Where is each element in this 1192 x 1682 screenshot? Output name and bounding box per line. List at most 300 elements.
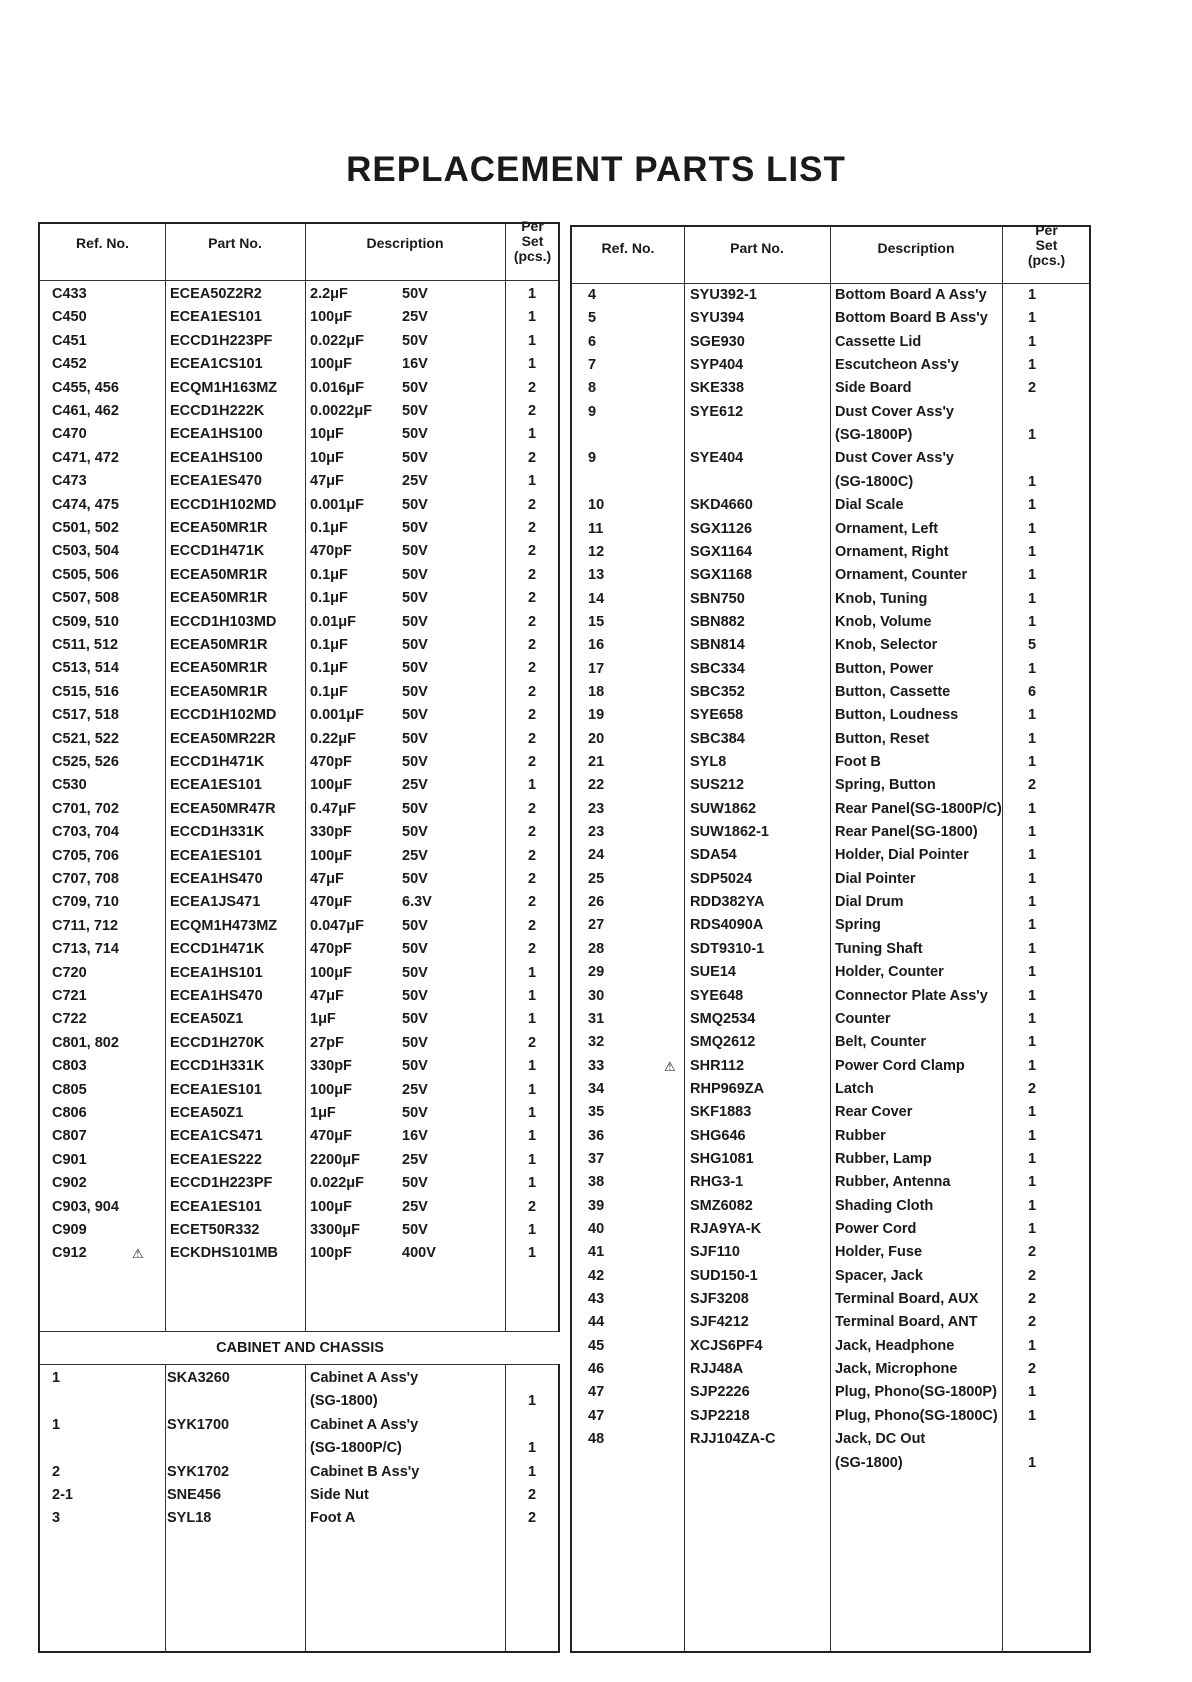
description: Bottom Board B Ass'y <box>835 310 988 327</box>
ref-no: 44 <box>588 1314 605 1331</box>
part-no: ECCD1H102MD <box>170 496 277 513</box>
table-row <box>572 517 1089 542</box>
capacitance-value: 10μF <box>310 449 344 466</box>
part-no: SHR112 <box>690 1057 745 1074</box>
quantity: 1 <box>528 286 537 302</box>
description: Belt, Counter <box>835 1034 927 1051</box>
quantity: 2 <box>1028 1080 1037 1097</box>
description: Escutcheon Ass'y <box>835 357 959 374</box>
description: Ornament, Counter <box>835 567 968 584</box>
table-row <box>40 1148 558 1173</box>
ref-no: 23 <box>588 824 605 841</box>
quantity: 1 <box>1028 590 1037 607</box>
description: Foot A <box>310 1510 356 1527</box>
capacitance-value: 100μF <box>310 847 352 864</box>
header-qty-line1: Per <box>1035 222 1058 238</box>
ref-no: C801, 802 <box>52 1034 119 1051</box>
description: Plug, Phono(SG-1800C) <box>835 1407 998 1424</box>
quantity: 6 <box>1028 683 1037 700</box>
table-row <box>572 1264 1089 1289</box>
voltage-rating: 25V <box>402 847 428 864</box>
voltage-rating: 50V <box>402 917 428 934</box>
page-title: REPLACEMENT PARTS LIST <box>346 150 846 189</box>
quantity: 1 <box>1028 497 1037 514</box>
ref-no: 9 <box>588 450 597 467</box>
quantity: 2 <box>1028 380 1037 397</box>
ref-no: 20 <box>588 730 605 747</box>
part-no: SUW1862 <box>690 800 757 817</box>
quantity: 1 <box>528 426 537 443</box>
part-no: SYK1702 <box>167 1463 230 1480</box>
quantity: 2 <box>528 800 537 817</box>
ref-no: C705, 706 <box>52 847 119 864</box>
part-no: ECEA1ES101 <box>170 1198 262 1215</box>
quantity: 2 <box>528 1034 537 1051</box>
table-row <box>40 282 558 307</box>
description: Jack, Microphone <box>835 1361 958 1378</box>
description: Rear Panel(SG-1800) <box>835 824 978 841</box>
voltage-rating: 25V <box>402 1081 428 1098</box>
quantity: 2 <box>1028 1291 1037 1308</box>
table-row <box>572 937 1089 962</box>
table-row <box>40 1124 558 1149</box>
table-row <box>40 446 558 471</box>
capacitance-value: 27pF <box>310 1034 344 1051</box>
table-row <box>572 1124 1089 1149</box>
part-no: SYL8 <box>690 754 727 770</box>
ref-no: C902 <box>52 1175 87 1192</box>
table-row <box>40 1436 558 1461</box>
ref-no: 28 <box>588 940 605 957</box>
part-no: ECKDHS101MB <box>170 1245 278 1262</box>
table-row <box>40 890 558 915</box>
table-row <box>40 727 558 752</box>
part-no: ECEA1HS101 <box>170 964 263 981</box>
table-row <box>40 610 558 635</box>
description: Jack, Headphone <box>835 1337 955 1354</box>
capacitance-value: 2200μF <box>310 1151 360 1168</box>
part-no: ECEA1CS471 <box>170 1128 263 1145</box>
quantity: 1 <box>1028 1010 1037 1027</box>
capacitance-value: 0.0022μF <box>310 403 373 419</box>
capacitance-value: 100pF <box>310 1245 352 1262</box>
description: Dust Cover Ass'y <box>835 450 954 467</box>
part-no: ECEA50MR1R <box>170 566 268 583</box>
quantity: 2 <box>1028 1244 1037 1261</box>
part-no: ECEA50MR1R <box>170 520 268 536</box>
ref-no: 27 <box>588 917 605 934</box>
ref-no: C707, 708 <box>52 871 119 887</box>
ref-no: C517, 518 <box>52 707 119 724</box>
part-no: RDS4090A <box>690 917 764 934</box>
part-no: RDD382YA <box>690 894 765 911</box>
quantity: 1 <box>1028 1384 1037 1401</box>
part-no: ECEA1ES101 <box>170 847 262 864</box>
part-no: RJA9YA-K <box>690 1221 762 1237</box>
table-row <box>40 820 558 845</box>
quantity: 1 <box>528 1463 537 1480</box>
table-row <box>40 1389 558 1414</box>
table-row <box>40 1460 558 1485</box>
voltage-rating: 25V <box>402 1198 428 1215</box>
description: Knob, Volume <box>835 613 932 630</box>
table-row <box>572 306 1089 331</box>
part-no: RHG3-1 <box>690 1174 744 1191</box>
capacitance-value: 100μF <box>310 1198 352 1215</box>
ref-no: C903, 904 <box>52 1198 119 1215</box>
ref-no: C513, 514 <box>52 660 119 677</box>
description: Button, Reset <box>835 730 930 747</box>
quantity: 2 <box>528 590 537 607</box>
quantity: 1 <box>1028 1407 1037 1424</box>
table-row <box>572 703 1089 728</box>
description: Cassette Lid <box>835 333 922 350</box>
ref-no: 11 <box>588 520 604 537</box>
ref-no: 18 <box>588 683 605 700</box>
table-row <box>572 657 1089 682</box>
table-row <box>572 423 1089 448</box>
quantity: 2 <box>528 637 537 653</box>
table-row <box>40 493 558 518</box>
part-no: ECEA1ES101 <box>170 777 262 794</box>
ref-no: 24 <box>588 847 605 864</box>
ref-no: C711, 712 <box>52 917 119 934</box>
quantity: 1 <box>1028 357 1037 374</box>
part-no: ECEA50MR47R <box>170 800 276 817</box>
part-no: SJF3208 <box>690 1291 749 1308</box>
table-row <box>572 1170 1089 1195</box>
table-row <box>572 1054 1089 1079</box>
quantity: 2 <box>528 894 537 911</box>
table-row <box>572 1310 1089 1335</box>
quantity: 2 <box>528 543 537 560</box>
part-no: SBN750 <box>690 590 745 607</box>
description: Bottom Board A Ass'y <box>835 287 987 303</box>
ref-no: 41 <box>588 1244 605 1261</box>
part-no: SJF4212 <box>690 1314 749 1331</box>
table-row <box>40 376 558 401</box>
table-row <box>572 330 1089 355</box>
part-no: SJF110 <box>690 1244 740 1261</box>
table-row <box>572 680 1089 705</box>
table-row <box>40 1031 558 1056</box>
voltage-rating: 25V <box>402 1151 428 1168</box>
description: Cabinet B Ass'y <box>310 1463 420 1480</box>
capacitance-value: 100μF <box>310 964 352 981</box>
quantity: 2 <box>528 379 537 396</box>
table-row <box>40 961 558 986</box>
header-qty-line3: (pcs.) <box>1027 252 1066 268</box>
quantity: 2 <box>1028 1314 1037 1331</box>
table-row <box>572 890 1089 915</box>
table-row <box>572 913 1089 938</box>
capacitance-value: 3300μF <box>310 1222 360 1238</box>
part-no: ECEA1HS100 <box>170 426 263 443</box>
voltage-rating: 25V <box>402 309 428 326</box>
table-row <box>572 727 1089 752</box>
voltage-rating: 50V <box>402 496 428 513</box>
table-row <box>572 446 1089 471</box>
table-row <box>572 1147 1089 1172</box>
part-no: SGX1168 <box>690 567 753 584</box>
table-row <box>40 329 558 354</box>
part-no: ECCD1H471K <box>170 543 265 560</box>
part-no: SJP2218 <box>690 1407 750 1424</box>
quantity: 2 <box>528 449 537 466</box>
ref-no: 32 <box>588 1034 605 1051</box>
ref-no: C521, 522 <box>52 730 119 747</box>
table-row <box>40 844 558 869</box>
table-row <box>572 400 1089 425</box>
table-row <box>572 843 1089 868</box>
ref-no: C912 <box>52 1245 87 1262</box>
table-row <box>40 1413 558 1438</box>
description: Tuning Shaft <box>835 940 923 957</box>
ref-no: 3 <box>52 1510 61 1527</box>
ref-no: 1 <box>52 1370 61 1386</box>
ref-no: 1 <box>52 1416 61 1433</box>
capacitance-value: 1μF <box>310 1011 336 1028</box>
ref-no: C450 <box>52 309 87 326</box>
quantity: 1 <box>1028 660 1037 677</box>
part-no: SKA3260 <box>167 1370 230 1386</box>
ref-no: 2-1 <box>52 1487 73 1503</box>
table-row <box>572 1240 1089 1265</box>
ref-no: C433 <box>52 286 87 302</box>
capacitance-value: 10μF <box>310 426 344 443</box>
quantity: 1 <box>1028 1057 1037 1074</box>
ref-no: C909 <box>52 1222 87 1238</box>
header-ref-no: Ref. No. <box>601 240 655 256</box>
ref-no: C805 <box>52 1081 87 1098</box>
description: Power Cord Clamp <box>835 1057 965 1074</box>
table-row <box>40 422 558 447</box>
part-no: ECCD1H331K <box>170 1058 265 1075</box>
header-description: Description <box>366 235 444 251</box>
part-no: SDT9310-1 <box>690 940 765 957</box>
ref-no: C501, 502 <box>52 520 119 536</box>
quantity: 1 <box>1028 1197 1037 1214</box>
description: Jack, DC Out <box>835 1431 926 1448</box>
description: Side Board <box>835 380 912 397</box>
voltage-rating: 50V <box>402 520 428 536</box>
quantity: 1 <box>1028 754 1037 770</box>
part-no: ECEA1ES101 <box>170 1081 262 1098</box>
part-no: ECCD1H103MD <box>170 613 277 630</box>
capacitance-value: 100μF <box>310 356 352 373</box>
description: Foot B <box>835 754 881 770</box>
ref-no: 47 <box>588 1384 605 1401</box>
description: Holder, Counter <box>835 964 944 981</box>
table-row <box>572 376 1089 401</box>
header-qty-line1: Per <box>521 218 544 234</box>
ref-no: 2 <box>52 1463 61 1480</box>
part-no: ECEA50MR1R <box>170 683 268 700</box>
quantity: 1 <box>528 1175 537 1192</box>
part-no: SYK1700 <box>167 1416 230 1433</box>
ref-no: 15 <box>588 613 605 630</box>
table-row <box>572 470 1089 495</box>
quantity: 1 <box>528 964 537 981</box>
table-row <box>572 1427 1089 1452</box>
quantity: 1 <box>1028 567 1037 584</box>
capacitance-value: 0.1μF <box>310 566 348 583</box>
ref-no: 31 <box>588 1010 605 1027</box>
part-no: SBC334 <box>690 660 745 677</box>
table-row <box>572 1100 1089 1125</box>
part-no: SYE404 <box>690 450 744 467</box>
voltage-rating: 25V <box>402 473 428 490</box>
quantity: 1 <box>1028 1174 1037 1191</box>
description: (SG-1800) <box>310 1393 378 1410</box>
table-row <box>40 1366 558 1391</box>
part-no: SUE14 <box>690 964 736 981</box>
part-no: ECQM1H163MZ <box>170 379 278 396</box>
description: Knob, Selector <box>835 637 938 654</box>
description: Shading Cloth <box>835 1197 934 1214</box>
part-no: ECEA1HS470 <box>170 871 263 887</box>
quantity: 5 <box>1028 637 1037 654</box>
ref-no: C721 <box>52 988 87 1004</box>
part-no: SYE648 <box>690 987 744 1004</box>
description: Plug, Phono(SG-1800P) <box>835 1384 997 1401</box>
ref-no: 48 <box>588 1431 605 1448</box>
table-row <box>572 1007 1089 1032</box>
voltage-rating: 50V <box>402 707 428 724</box>
part-no: SGX1164 <box>690 543 753 560</box>
voltage-rating: 16V <box>402 1128 428 1145</box>
quantity: 1 <box>1028 940 1037 957</box>
part-no: SBC384 <box>690 730 745 747</box>
capacitance-value: 0.047μF <box>310 917 365 934</box>
part-no: SMQ2612 <box>690 1034 756 1051</box>
table-row <box>572 820 1089 845</box>
voltage-rating: 50V <box>402 1034 428 1051</box>
part-no: SYE612 <box>690 403 744 420</box>
part-no: ECQM1H473MZ <box>170 917 278 934</box>
table-row <box>40 914 558 939</box>
voltage-rating: 50V <box>402 1058 428 1075</box>
ref-no: 43 <box>588 1291 605 1308</box>
capacitance-value: 47μF <box>310 871 344 887</box>
capacitance-value: 0.47μF <box>310 800 356 817</box>
table-row <box>40 305 558 330</box>
table-row <box>572 1357 1089 1382</box>
part-no: SGE930 <box>690 333 745 350</box>
ref-no: 14 <box>588 590 605 607</box>
part-no: SHG1081 <box>690 1150 754 1167</box>
table-row <box>572 773 1089 798</box>
voltage-rating: 50V <box>402 754 428 770</box>
table-row <box>572 1404 1089 1429</box>
quantity: 1 <box>528 1011 537 1028</box>
ref-no: 22 <box>588 777 605 794</box>
ref-no: 47 <box>588 1407 605 1424</box>
quantity: 1 <box>528 356 537 373</box>
ref-no: 37 <box>588 1150 605 1167</box>
quantity: 2 <box>1028 1267 1037 1284</box>
voltage-rating: 16V <box>402 356 428 373</box>
table-row <box>572 750 1089 775</box>
table-row <box>572 493 1089 518</box>
quantity: 2 <box>528 941 537 958</box>
table-row <box>572 1451 1089 1476</box>
right-parts-table <box>570 222 1091 1653</box>
part-no: SBC352 <box>690 683 745 700</box>
voltage-rating: 50V <box>402 590 428 607</box>
description: Rubber, Lamp <box>835 1150 932 1167</box>
ref-no: 17 <box>588 660 605 677</box>
quantity: 2 <box>1028 1361 1037 1378</box>
table-row <box>40 516 558 541</box>
voltage-rating: 50V <box>402 988 428 1004</box>
voltage-rating: 400V <box>402 1245 436 1262</box>
capacitance-value: 100μF <box>310 777 352 794</box>
part-no: ECCD1H331K <box>170 824 265 841</box>
capacitance-value: 0.22μF <box>310 730 356 747</box>
table-row <box>572 867 1089 892</box>
description: Latch <box>835 1080 874 1097</box>
description: Rear Panel(SG-1800P/C) <box>835 800 1002 817</box>
ref-no: C701, 702 <box>52 800 119 817</box>
voltage-rating: 50V <box>402 543 428 560</box>
table-row <box>572 563 1089 588</box>
capacitance-value: 0.1μF <box>310 637 348 653</box>
ref-no: 39 <box>588 1197 605 1214</box>
ref-no: C507, 508 <box>52 590 119 607</box>
ref-no: C474, 475 <box>52 496 119 513</box>
quantity: 1 <box>528 1105 537 1121</box>
capacitance-value: 470μF <box>310 894 352 911</box>
table-row <box>572 1217 1089 1242</box>
ref-no: 4 <box>588 287 597 303</box>
capacitance-value: 470pF <box>310 941 352 958</box>
description: (SG-1800C) <box>835 473 914 490</box>
ref-no: C461, 462 <box>52 403 119 419</box>
quantity: 1 <box>528 1393 537 1410</box>
table-row <box>572 1287 1089 1312</box>
table-row <box>40 1218 558 1243</box>
ref-no: 13 <box>588 567 605 584</box>
voltage-rating: 50V <box>402 1011 428 1028</box>
part-no: SUD150-1 <box>690 1267 758 1284</box>
part-no: SMZ6082 <box>690 1197 753 1214</box>
ref-no: C806 <box>52 1105 87 1121</box>
part-no: RJJ48A <box>690 1361 744 1378</box>
table-row <box>40 680 558 705</box>
description: Rubber <box>835 1127 886 1144</box>
voltage-rating: 50V <box>402 730 428 747</box>
quantity: 1 <box>1028 310 1037 327</box>
ref-no: 7 <box>588 357 597 374</box>
capacitance-value: 0.001μF <box>310 707 365 724</box>
capacitance-value: 2.2μF <box>310 286 348 302</box>
voltage-rating: 50V <box>402 566 428 583</box>
quantity: 1 <box>1028 1127 1037 1144</box>
part-no: SNE456 <box>167 1487 222 1503</box>
quantity: 1 <box>1028 894 1037 911</box>
part-no: RJJ104ZA-C <box>690 1431 776 1448</box>
ref-no: 21 <box>588 754 605 770</box>
header-qty <box>1002 223 1091 268</box>
capacitance-value: 0.1μF <box>310 683 348 700</box>
table-row <box>40 750 558 775</box>
table-row <box>40 1007 558 1032</box>
table-row <box>572 353 1089 378</box>
capacitance-value: 0.022μF <box>310 1175 365 1192</box>
table-row <box>572 540 1089 565</box>
description: Spring, Button <box>835 777 936 794</box>
